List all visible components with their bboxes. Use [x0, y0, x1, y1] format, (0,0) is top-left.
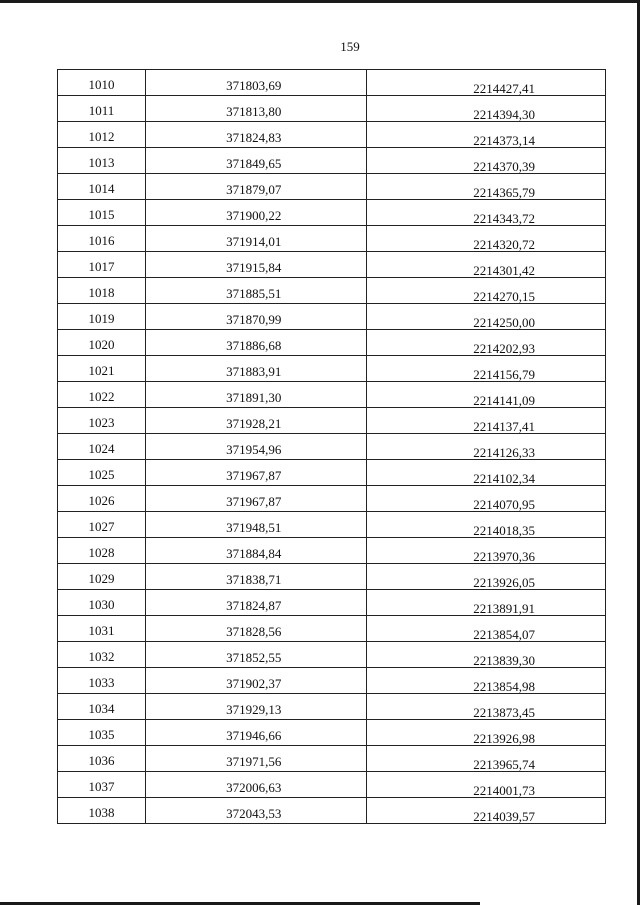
- y-coordinate-cell: 2214301,42: [367, 252, 606, 278]
- y-coordinate-cell: 2213965,74: [367, 746, 606, 772]
- point-number-cell: 1028: [58, 538, 146, 564]
- table-row: [58, 148, 606, 174]
- x-coordinate-cell: 371900,22: [145, 200, 366, 226]
- y-coordinate-cell: 2214427,41: [367, 70, 606, 96]
- x-coordinate-cell: 371948,51: [145, 512, 366, 538]
- x-coordinate-cell: 371824,83: [145, 122, 366, 148]
- point-number-cell: 1033: [58, 668, 146, 694]
- point-number-cell: 1016: [58, 226, 146, 252]
- y-coordinate-cell: 2214001,73: [367, 772, 606, 798]
- x-coordinate-cell: 371828,56: [145, 616, 366, 642]
- page-number: 159: [340, 39, 360, 54]
- y-coordinate-cell: 2214394,30: [367, 96, 606, 122]
- table-row: [58, 330, 606, 356]
- point-number-cell: 1023: [58, 408, 146, 434]
- table-row: [58, 486, 606, 512]
- table-row: [58, 746, 606, 772]
- table-row: [58, 434, 606, 460]
- x-coordinate-cell: 371967,87: [145, 460, 366, 486]
- y-coordinate-cell: 2214102,34: [367, 460, 606, 486]
- y-coordinate-cell: 2214070,95: [367, 486, 606, 512]
- point-number-cell: 1021: [58, 356, 146, 382]
- y-coordinate-cell: 2214370,39: [367, 148, 606, 174]
- point-number-cell: 1037: [58, 772, 146, 798]
- y-coordinate-cell: 2213970,36: [367, 538, 606, 564]
- table-row: [58, 720, 606, 746]
- x-coordinate-cell: 372043,53: [145, 798, 366, 824]
- y-coordinate-cell: 2214018,35: [367, 512, 606, 538]
- x-coordinate-cell: 371824,87: [145, 590, 366, 616]
- point-number-cell: 1020: [58, 330, 146, 356]
- point-number-cell: 1035: [58, 720, 146, 746]
- point-number-cell: 1030: [58, 590, 146, 616]
- x-coordinate-cell: 371929,13: [145, 694, 366, 720]
- y-coordinate-cell: 2214126,33: [367, 434, 606, 460]
- x-coordinate-cell: 371884,84: [145, 538, 366, 564]
- point-number-cell: 1019: [58, 304, 146, 330]
- y-coordinate-cell: 2213854,07: [367, 616, 606, 642]
- point-number-cell: 1012: [58, 122, 146, 148]
- table-row: [58, 512, 606, 538]
- point-number-cell: 1018: [58, 278, 146, 304]
- y-coordinate-cell: 2214250,00: [367, 304, 606, 330]
- x-coordinate-cell: 371902,37: [145, 668, 366, 694]
- y-coordinate-cell: 2213839,30: [367, 642, 606, 668]
- table-row: [58, 252, 606, 278]
- y-coordinate-cell: 2214320,72: [367, 226, 606, 252]
- point-number-cell: 1032: [58, 642, 146, 668]
- table-row: [58, 408, 606, 434]
- y-coordinate-cell: 2214343,72: [367, 200, 606, 226]
- table-row: [58, 772, 606, 798]
- y-coordinate-cell: 2214141,09: [367, 382, 606, 408]
- point-number-cell: 1024: [58, 434, 146, 460]
- point-number-cell: 1036: [58, 746, 146, 772]
- y-coordinate-cell: 2213854,98: [367, 668, 606, 694]
- x-coordinate-cell: 371946,66: [145, 720, 366, 746]
- coordinates-table-body: [58, 70, 606, 824]
- y-coordinate-cell: 2214365,79: [367, 174, 606, 200]
- table-row: [58, 278, 606, 304]
- y-coordinate-cell: 2214373,14: [367, 122, 606, 148]
- table-row: [58, 122, 606, 148]
- x-coordinate-cell: 372006,63: [145, 772, 366, 798]
- point-number-cell: 1025: [58, 460, 146, 486]
- x-coordinate-cell: 371914,01: [145, 226, 366, 252]
- table-row: [58, 642, 606, 668]
- table-row: [58, 304, 606, 330]
- x-coordinate-cell: 371967,87: [145, 486, 366, 512]
- coordinates-table: [57, 69, 606, 824]
- x-coordinate-cell: 371915,84: [145, 252, 366, 278]
- y-coordinate-cell: 2213926,98: [367, 720, 606, 746]
- table-row: [58, 538, 606, 564]
- x-coordinate-cell: 371971,56: [145, 746, 366, 772]
- x-coordinate-cell: 371813,80: [145, 96, 366, 122]
- table-row: [58, 174, 606, 200]
- table-row: [58, 200, 606, 226]
- point-number-cell: 1015: [58, 200, 146, 226]
- x-coordinate-cell: 371885,51: [145, 278, 366, 304]
- x-coordinate-cell: 371838,71: [145, 564, 366, 590]
- x-coordinate-cell: 371852,55: [145, 642, 366, 668]
- point-number-cell: 1029: [58, 564, 146, 590]
- point-number-cell: 1011: [58, 96, 146, 122]
- x-coordinate-cell: 371849,65: [145, 148, 366, 174]
- x-coordinate-cell: 371879,07: [145, 174, 366, 200]
- x-coordinate-cell: 371928,21: [145, 408, 366, 434]
- table-row: [58, 226, 606, 252]
- y-coordinate-cell: 2214202,93: [367, 330, 606, 356]
- y-coordinate-cell: 2214137,41: [367, 408, 606, 434]
- table-row: [58, 70, 606, 96]
- point-number-cell: 1014: [58, 174, 146, 200]
- x-coordinate-cell: 371891,30: [145, 382, 366, 408]
- table-row: [58, 460, 606, 486]
- y-coordinate-cell: 2213926,05: [367, 564, 606, 590]
- y-coordinate-cell: 2213873,45: [367, 694, 606, 720]
- point-number-cell: 1022: [58, 382, 146, 408]
- point-number-cell: 1027: [58, 512, 146, 538]
- table-row: [58, 564, 606, 590]
- x-coordinate-cell: 371870,99: [145, 304, 366, 330]
- table-row: [58, 382, 606, 408]
- table-row: [58, 96, 606, 122]
- x-coordinate-cell: 371954,96: [145, 434, 366, 460]
- y-coordinate-cell: 2214270,15: [367, 278, 606, 304]
- point-number-cell: 1038: [58, 798, 146, 824]
- table-row: [58, 668, 606, 694]
- point-number-cell: 1017: [58, 252, 146, 278]
- point-number-cell: 1034: [58, 694, 146, 720]
- x-coordinate-cell: 371886,68: [145, 330, 366, 356]
- table-row: [58, 798, 606, 824]
- y-coordinate-cell: 2214156,79: [367, 356, 606, 382]
- point-number-cell: 1031: [58, 616, 146, 642]
- y-coordinate-cell: 2213891,91: [367, 590, 606, 616]
- point-number-cell: 1010: [58, 70, 146, 96]
- table-row: [58, 694, 606, 720]
- table-row: [58, 590, 606, 616]
- table-row: [58, 616, 606, 642]
- page-edge-top: [0, 0, 640, 3]
- point-number-cell: 1013: [58, 148, 146, 174]
- table-row: [58, 356, 606, 382]
- x-coordinate-cell: 371803,69: [145, 70, 366, 96]
- y-coordinate-cell: 2214039,57: [367, 798, 606, 824]
- point-number-cell: 1026: [58, 486, 146, 512]
- x-coordinate-cell: 371883,91: [145, 356, 366, 382]
